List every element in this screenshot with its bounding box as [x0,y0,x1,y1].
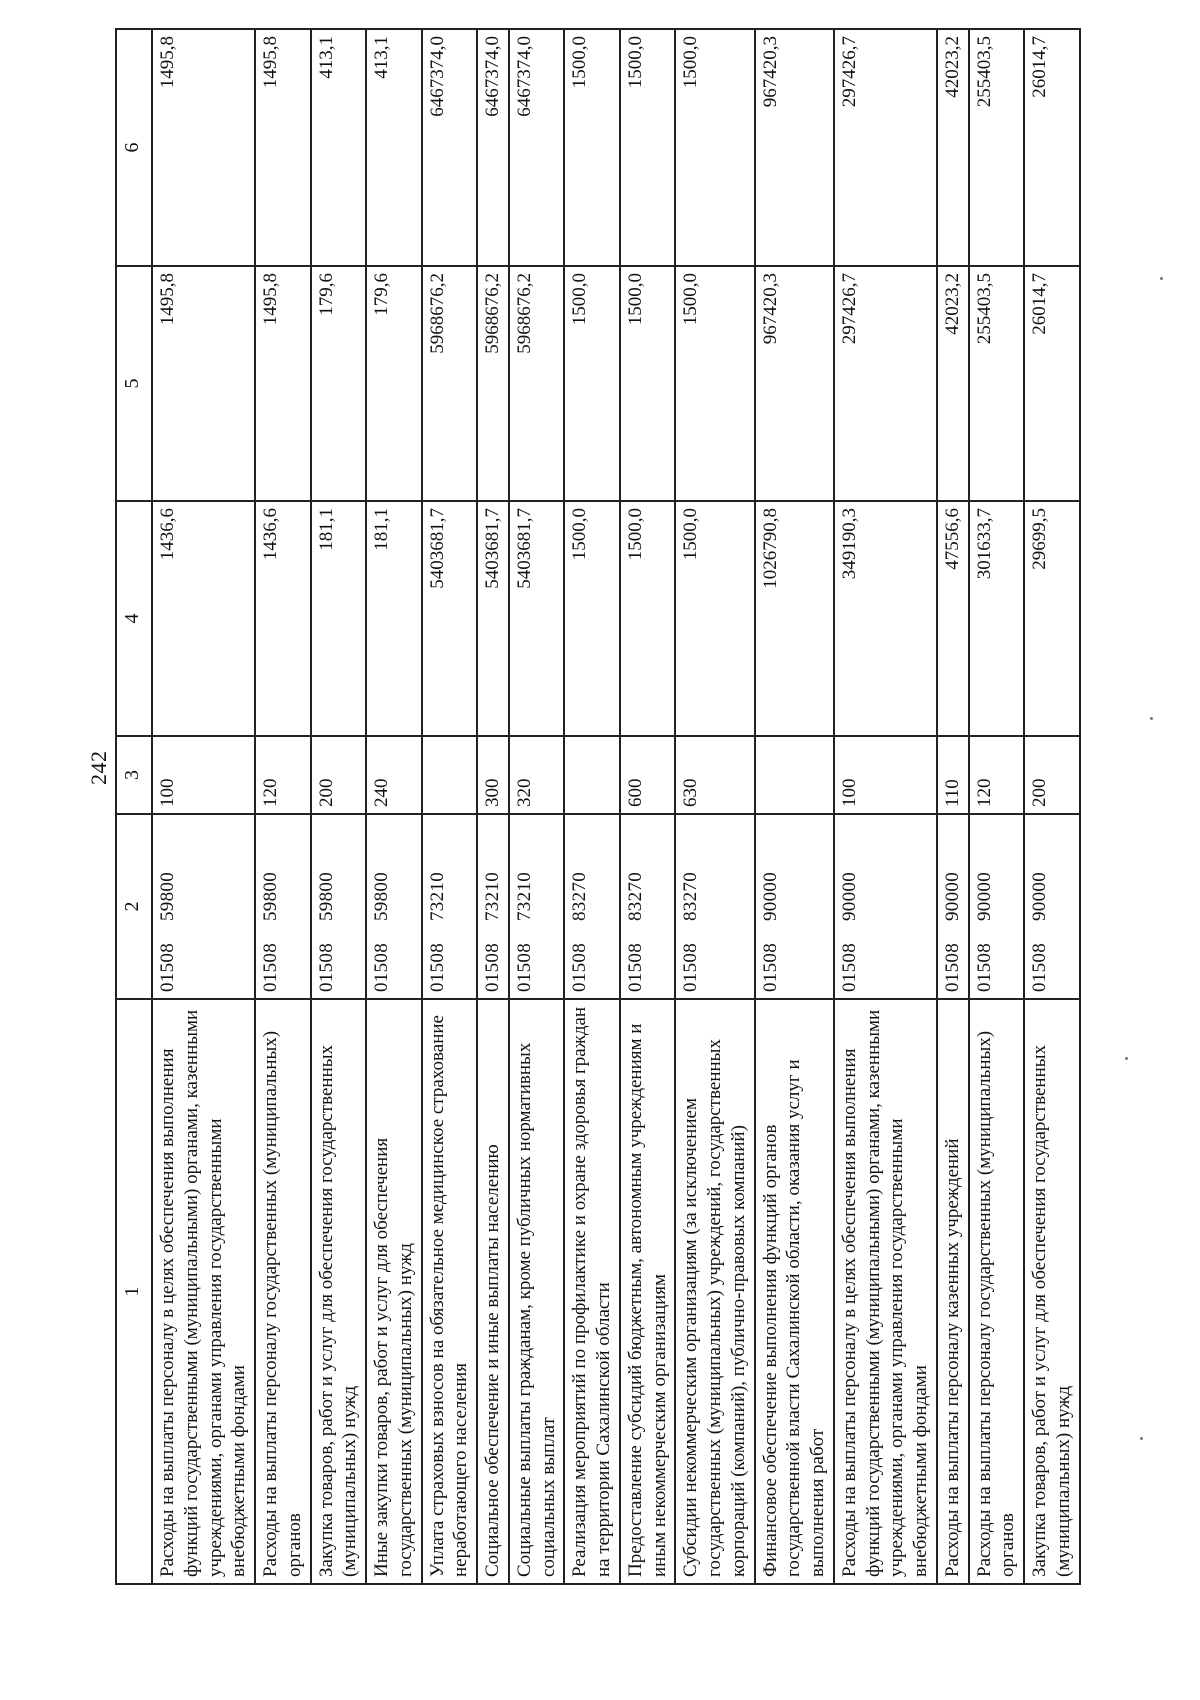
amount-v5: 5968676,2 [477,266,509,501]
amount-v5: 1500,0 [675,266,754,501]
amount-v6: 1495,8 [152,29,255,266]
page-number: 242 [86,750,111,785]
scan-speck [1140,1437,1143,1440]
amount-v4: 5403681,7 [422,501,478,736]
row-name: Предоставление субсидий бюджетным, автономным учреждениям и иным некоммерческим организациям [620,999,676,1584]
expense-type: 240 [366,736,422,814]
row-code [755,814,834,999]
budget-table [115,28,1081,1585]
expense-type: 110 [937,736,969,814]
section-code: 01508 [569,943,591,992]
expense-type: 200 [1024,736,1080,814]
amount-v6: 255403,5 [969,29,1025,266]
amount-v4: 181,1 [366,501,422,736]
target-code: 90000 [838,872,860,921]
amount-v6: 42023,2 [937,29,969,266]
table-row [564,29,620,1584]
section-code: 01508 [482,943,503,992]
target-code: 83270 [680,872,702,921]
table-row [422,29,478,1584]
amount-v6: 413,1 [311,29,367,266]
table-row [675,29,754,1584]
row-name: Субсидии некоммерческим организациям (за исключением государственных (муниципальных) учреждений, государственных корпораций (компаний), публично-правовых компаний) [675,999,754,1584]
row-name: Уплата страховых взносов на обязательное медицинское страхование неработающего населения [422,999,478,1584]
amount-v5: 26014,7 [1024,266,1080,501]
amount-v5: 1495,8 [152,266,255,501]
amount-v5: 1500,0 [620,266,676,501]
amount-v6: 1500,0 [675,29,754,266]
row-name: Иные закупки товаров, работ и услуг для обеспечения государственных (муниципальных) нужд [366,999,422,1584]
row-code [969,814,1025,999]
target-code: 59800 [371,872,392,921]
amount-v6: 6467374,0 [477,29,509,266]
row-name: Расходы на выплаты персоналу в целях обеспечения выполнения функций государственными (муниципальными) органами, казенными учреждениями, органами управления государственными внебюджетными фондами [152,999,255,1584]
row-code [366,814,422,999]
expense-type: 300 [477,736,509,814]
row-name: Расходы на выплаты персоналу государственных (муниципальных) органов [255,999,311,1584]
table-row [152,29,255,1584]
amount-v4: 1500,0 [564,501,620,736]
expense-type: 100 [152,736,255,814]
target-code: 90000 [759,872,781,921]
amount-v6: 297426,7 [834,29,937,266]
amount-v5: 179,6 [366,266,422,501]
table-row [509,29,565,1584]
target-code: 59800 [315,872,337,921]
table-body [152,29,1080,1584]
section-code: 01508 [315,943,337,992]
row-name: Реализация мероприятий по профилактике и охране здоровья граждан на территории Сахалинской области [564,999,620,1584]
scan-speck [1160,277,1163,280]
amount-v4: 5403681,7 [477,501,509,736]
target-code: 73210 [426,872,448,921]
amount-v5: 5968676,2 [422,266,478,501]
amount-v5: 1495,8 [255,266,311,501]
table-row [620,29,676,1584]
scan-speck [1125,1057,1128,1060]
table-row [1024,29,1080,1584]
amount-v4: 181,1 [311,501,367,736]
expense-type: 120 [969,736,1025,814]
section-code: 01508 [157,943,178,992]
amount-v4: 29699,5 [1024,501,1080,736]
row-name: Расходы на выплаты персоналу казенных учреждений [937,999,969,1584]
amount-v4: 1436,6 [255,501,311,736]
amount-v6: 1495,8 [255,29,311,266]
amount-v4: 5403681,7 [509,501,565,736]
table-row [255,29,311,1584]
row-code [564,814,620,999]
section-code: 01508 [680,943,702,992]
amount-v5: 42023,2 [937,266,969,501]
section-code: 01508 [260,943,281,992]
section-code: 01508 [759,943,781,992]
target-code: 83270 [569,872,591,921]
row-name: Расходы на выплаты персоналу государственных (муниципальных) органов [969,999,1025,1584]
table-row [969,29,1025,1584]
section-code: 01508 [371,943,392,992]
expense-type: 100 [834,736,937,814]
amount-v5: 967420,3 [755,266,834,501]
row-name: Социальные выплаты гражданам, кроме публичных нормативных социальных выплат [509,999,565,1584]
target-code: 59800 [260,872,281,921]
amount-v5: 297426,7 [834,266,937,501]
amount-v6: 1500,0 [620,29,676,266]
table-row [311,29,367,1584]
row-code [477,814,509,999]
section-code: 01508 [941,943,963,992]
table-row [834,29,937,1584]
target-code: 90000 [1029,872,1050,921]
amount-v6: 6467374,0 [509,29,565,266]
table-row [937,29,969,1584]
target-code: 73210 [482,872,503,921]
section-code: 01508 [973,943,995,992]
amount-v4: 1500,0 [675,501,754,736]
column-header: 1 [116,999,152,1584]
header-row [116,29,152,1584]
amount-v6: 413,1 [366,29,422,266]
target-code: 90000 [941,872,963,921]
amount-v4: 1500,0 [620,501,676,736]
amount-v5: 1500,0 [564,266,620,501]
table-row [366,29,422,1584]
table-row [755,29,834,1584]
expense-type: 320 [509,736,565,814]
row-code [311,814,367,999]
target-code: 90000 [973,872,995,921]
row-name: Социальное обеспечение и иные выплаты населению [477,999,509,1584]
row-code [675,814,754,999]
row-code [620,814,676,999]
section-code: 01508 [513,943,535,992]
amount-v5: 179,6 [311,266,367,501]
row-name: Расходы на выплаты персоналу в целях обеспечения выполнения функций государственными (муниципальными) органами, казенными учреждениями, органами управления государственными внебюджетными фондами [834,999,937,1584]
column-header: 6 [116,29,152,266]
row-name: Финансовое обеспечение выполнения функций органов государственной власти Сахалинской области, оказания услуг и выполнения работ [755,999,834,1584]
row-code [834,814,937,999]
expense-type [422,736,478,814]
section-code: 01508 [426,943,448,992]
row-code [937,814,969,999]
target-code: 73210 [513,872,535,921]
amount-v5: 255403,5 [969,266,1025,501]
column-header: 3 [116,736,152,814]
table-row [477,29,509,1584]
amount-v5: 5968676,2 [509,266,565,501]
section-code: 01508 [838,943,860,992]
row-code [152,814,255,999]
row-code [422,814,478,999]
amount-v6: 1500,0 [564,29,620,266]
amount-v6: 6467374,0 [422,29,478,266]
amount-v4: 349190,3 [834,501,937,736]
column-header: 2 [116,814,152,999]
column-header: 5 [116,266,152,501]
row-code [1024,814,1080,999]
amount-v6: 26014,7 [1024,29,1080,266]
row-name: Закупка товаров, работ и услуг для обеспечения государственных (муниципальных) нужд [1024,999,1080,1584]
section-code: 01508 [624,943,646,992]
expense-type: 120 [255,736,311,814]
amount-v4: 47556,6 [937,501,969,736]
row-code [509,814,565,999]
amount-v4: 301633,7 [969,501,1025,736]
target-code: 83270 [624,872,646,921]
expense-type: 600 [620,736,676,814]
scan-speck [1150,717,1153,720]
section-code: 01508 [1029,943,1050,992]
expense-type: 630 [675,736,754,814]
expense-type [564,736,620,814]
amount-v4: 1026790,8 [755,501,834,736]
target-code: 59800 [157,872,178,921]
expense-type: 200 [311,736,367,814]
amount-v4: 1436,6 [152,501,255,736]
expense-type [755,736,834,814]
row-name: Закупка товаров, работ и услуг для обеспечения государственных (муниципальных) нужд [311,999,367,1584]
column-header: 4 [116,501,152,736]
amount-v6: 967420,3 [755,29,834,266]
row-code [255,814,311,999]
